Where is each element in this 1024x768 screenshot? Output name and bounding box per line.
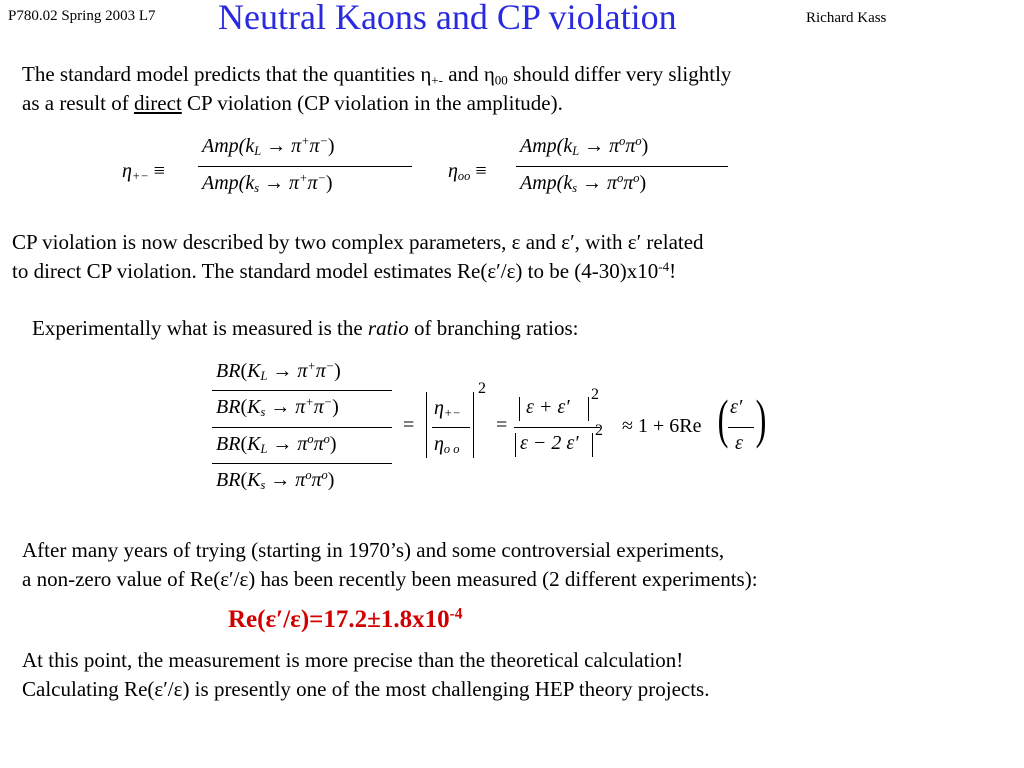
intro-line-1: The standard model predicts that the quantities $\eta_{+-}$ and $\eta_{00}$ should differ very slightly	[22, 62, 732, 88]
cp-line-2: to direct CP violation. The standard model estimates Re(ε′/ε) to be $(4-30)x10^{-4}$!	[12, 258, 677, 283]
eta-pm-symbol: $\eta_{+-}$ ≡	[122, 160, 165, 184]
equals-sign: =	[496, 414, 508, 436]
fraction-bar	[728, 427, 754, 428]
abs-bar	[588, 397, 589, 421]
br-kl-neutral: $BR(K_L \to \pi^o\pi^o)$	[216, 432, 337, 457]
main-fraction-bar	[212, 427, 392, 428]
intro-line-2: as a result of direct CP violation (CP violation in the amplitude).	[22, 91, 563, 115]
eps-prime: ε′	[730, 396, 743, 418]
abs-bar	[515, 433, 516, 457]
square-exponent: 2	[591, 386, 599, 403]
author-label: Richard Kass	[806, 10, 887, 26]
eps: ε	[735, 432, 743, 454]
eta-oo-symbol: $\eta_{oo}$ ≡	[448, 160, 487, 184]
left-paren: (	[717, 389, 729, 449]
ratio-word: ratio	[367, 316, 409, 340]
approx-expression: ≈ 1 + 6Re	[622, 415, 702, 437]
square-exponent: 2	[595, 422, 603, 439]
fraction-bar	[212, 463, 392, 464]
conclusion-line-1: At this point, the measurement is more precise than the theoretical calculation!	[22, 648, 684, 672]
intro-paragraph	[22, 60, 731, 118]
br-ks-neutral: $BR(K_s \to \pi^o\pi^o)$	[216, 468, 335, 493]
fraction-bar	[516, 166, 728, 167]
eps-diff: ε − 2 ε′	[520, 432, 579, 454]
slide-title: Neutral Kaons and CP violation	[218, 0, 677, 37]
history-paragraph	[22, 536, 758, 594]
right-paren: )	[755, 389, 767, 449]
eta-oo-numerator: $Amp(k_L \to \pi^o\pi^o)$	[520, 134, 649, 159]
fraction-bar	[514, 427, 600, 428]
history-line-2: a non-zero value of Re(ε′/ε) has been recently been measured (2 different experiments):	[22, 567, 758, 591]
measured-result: $Re(\varepsilon'/\varepsilon)=17.2\pm 1.8x10^{-4}$	[228, 605, 463, 633]
eta-pm-denominator: $Amp(k_s \to \pi^+\pi^-)$	[202, 171, 333, 196]
cp-paragraph	[12, 228, 704, 286]
direct-word: direct	[133, 91, 182, 115]
eta-pm-numerator: $Amp(k_L \to \pi^+\pi^-)$	[202, 134, 335, 159]
ratio-paragraph: Experimentally what is measured is the ratio of branching ratios:	[32, 316, 579, 340]
fraction-bar	[198, 166, 412, 167]
abs-bar-left	[426, 392, 427, 458]
eps-sum: ε + ε′	[526, 396, 570, 418]
square-exponent: 2	[478, 380, 486, 397]
equals-sign: =	[403, 414, 415, 436]
eta-oo-term: $\eta_{o o}$	[434, 433, 460, 457]
br-ks-charged: $BR(K_s \to \pi^+\pi^-)$	[216, 395, 339, 420]
abs-bar	[592, 433, 593, 457]
conclusion-line-2: Calculating Re(ε′/ε) is presently one of the most challenging HEP theory projects.	[22, 677, 710, 701]
cp-line-1: CP violation is now described by two complex parameters, ε and ε′, with ε′ related	[12, 230, 704, 254]
conclusion-paragraph	[22, 646, 709, 704]
eta-pm-term: $\eta_{+-}$	[434, 397, 461, 421]
br-kl-charged: $BR(K_L \to \pi^+\pi^-)$	[216, 359, 341, 384]
course-label: P780.02 Spring 2003 L7	[8, 8, 156, 24]
fraction-bar	[432, 427, 470, 428]
abs-bar	[519, 397, 520, 421]
eta-oo-denominator: $Amp(k_s \to \pi^o\pi^o)$	[520, 171, 647, 196]
abs-bar-right	[473, 392, 474, 458]
history-line-1: After many years of trying (starting in 1970’s) and some controversial experiments,	[22, 538, 725, 562]
fraction-bar	[212, 390, 392, 391]
